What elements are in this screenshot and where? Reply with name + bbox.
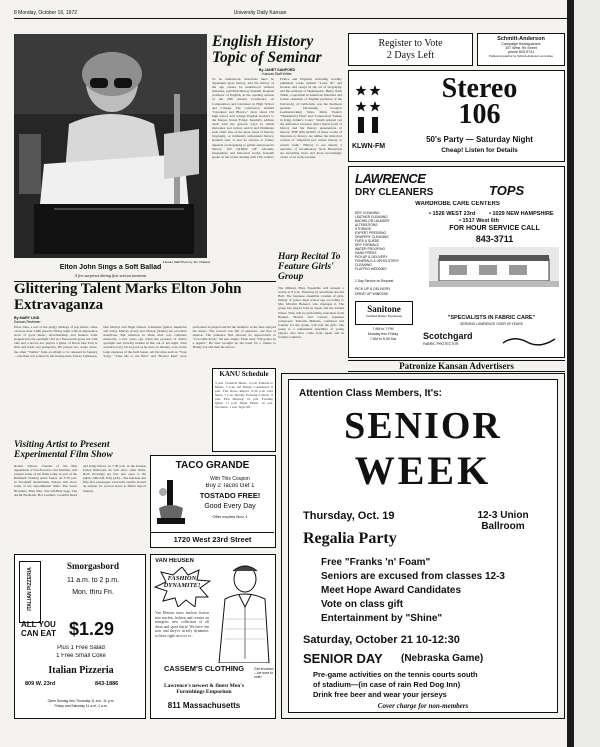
register-ad — [348, 33, 473, 66]
glitter-body: Elton John, a sort of the pudgy darlings of pop music, came on more than 3,000 persons Friday night with an impressive show of good music, showmanship, and fashion. John stepped into the spotlight clad in a fluorescent green tux with tails and a brown hat, played a guitar of Davis Dee Tom is slim and fresh and pomposity. He played two songs alone, the other "Tumbs" from an album to be released in January—and then was joined by his backup men, Davey Johnstone, Dee Murray and Nigel Olsson. Johnstone (guitar, mandolin and bass), Murray (bass) and Olsson (drums) are excellent musicians. But mention in these men was complete musically, a few years ago when the pressure of John's spotlight and virtually hidden in this out of ten night. John sounded every bit as good as he does on albums, even in the large expanses of the field house. All favorites such as "Your Song," "Take Me to the Pilot" and "Rocket Man" were performed as played and hit the audience as the fans enjoyed the music. The concert was full of surprises, one that of tension. The audience first showed its appreciation to "Crocodile Rock," his new single, Elton said, "I'm gonna be a legend." He later brought up the band for a tribute to Honky Cat and then the encore. — [14, 325, 276, 358]
kanu-box — [212, 368, 276, 452]
vanheusen-brand: VAN HEUSEN — [155, 558, 194, 564]
senior-title2: WEEK — [354, 450, 492, 492]
glitter-byline: By MARY LIND — [14, 316, 40, 320]
stereo-ad — [348, 70, 565, 162]
service-item: LEATHER CLEANING — [355, 215, 388, 219]
senior-game: (Nebraska Game) — [401, 653, 484, 664]
kanu-body: 3 p.m. Classical Music. 4 p.m. Prelude to Music. 5 p.m. All Things Considered. 6 p.m. The News Report. 6:30 p.m. Jazz Show. 7 p.m. Sunday Evening Concert. 9 p.m. First Hearing. 10 p.m. Evening Quiet. 11 p.m. Night Music. 12 a.m. Nocturne. 1 a.m. Sign Off. — [215, 380, 273, 410]
taco-l1: With This Coupon — [210, 476, 250, 482]
adjust-a-drape-logo — [499, 333, 559, 347]
lawrence-pickup: PICK UP & DELIVERY — [355, 287, 391, 291]
taco-illustration — [155, 478, 187, 528]
schmitt-sub2: 107 West 7th Street — [505, 46, 537, 50]
pizzeria-days: Mon. thru Fri. — [72, 589, 114, 596]
pizzeria-addr: 809 W. 23rd — [25, 681, 56, 687]
schmitt-sub1: Campaign Headquarters — [501, 42, 541, 46]
vanheusen-store: CASSEM'S CLOTHING — [163, 665, 245, 673]
service-item: WATER PROOFING — [355, 247, 386, 251]
service-item: CLEANING — [355, 263, 372, 267]
sanitone-logo: Sanitone — [367, 304, 401, 314]
schmitt-sub3: phone 843-9741 — [507, 50, 535, 54]
schmitt-name: Schmitt-Anderson — [497, 36, 545, 42]
pizzeria-vertical-box — [19, 561, 41, 623]
lawrence-hours2: Monday thru Friday — [367, 332, 399, 336]
service-item: DRY FORMALS — [355, 243, 379, 247]
pizzeria-name: Italian Pizzeria — [48, 665, 114, 676]
scotchgard-logo: Scotchgard — [423, 331, 473, 341]
photo-caption-title: Elton John Sings a Soft Ballad — [59, 264, 162, 271]
senior-m1: Pre-game activities on the tennis courts south — [313, 670, 478, 679]
service-item: BACHELOR LAUNDRY — [355, 219, 390, 223]
pizzeria-hours2: Friday and Saturday 11 a.m.-1 a.m. — [54, 704, 108, 708]
stereo-call: KLWN-FM — [352, 143, 386, 150]
pizzeria-smorg: Smorgasbord — [66, 561, 119, 571]
photo-caption-sub: A few surprises during first serious moments — [74, 273, 147, 278]
service-item: STORAGE — [355, 227, 372, 231]
lawrence-svc-note: 1 Day Service on Request — [355, 279, 394, 283]
senior-m3: Drink free beer and wear your jerseys — [313, 690, 447, 699]
lawrence-addr2: • 1029 NEW HAMPSHIRE — [489, 211, 554, 217]
pizzeria-price: $1.29 — [69, 619, 115, 639]
pizzeria-allyou: ALL YOU CAN EAT — [21, 621, 56, 638]
stereo-name: Stereo — [441, 75, 518, 103]
senior-party: Regalia Party — [303, 530, 397, 547]
vanheusen-side: Get involved—be sure to vote! — [254, 667, 274, 680]
vanheusen-tag: Lawrence's newest & finest Men's Furnishings Emporium — [164, 683, 244, 695]
senior-l1: Free "Franks 'n' Foam" — [321, 557, 431, 568]
lawrence-services — [355, 211, 425, 271]
senior-time1: 12-3 Union Ballroom — [477, 510, 529, 532]
patronize-banner: Patronize Kansan Advertisers — [348, 360, 565, 372]
seminar-body: To be understood, historians must be dependent upon history, and the history of the age cannot be understood without literature, said Paul Murray Kendall, Regents professor of English, in the opening session of the 20th Annual Conference on Composition and Literature in High School and College. The conference, entitled "Literature and History," drew about 150 high school and college English teachers to the Kansas Union Friday. Kendall's address dealt with the general ways in which historians and writers enrich and illuminate each other. One of the great assets of literary biography, or intimately unbounded history, Kendall said, is that its success or failure depends on biography to gather and preserve history. AN OLDER OF scholarly biographies and historical works, Kendall spoke on the works dealing with 13th century France and England, including recently published works entitled "Louis XI" and lectures and essays in the art of biography, and the writings of Shakespeare. Henry Nash Smith, a specialist in American literature and former chairman of English professor at the University of California, was the luncheon speaker. Discussing Cooper's Leatherstocking Tales, Mark Twain's "Huckleberry Finn" and "Connecticut Yankee in King Arthur's Court," Smith pointed out the difference between direct literal form of history and the literary presentation of history. THE RELATION of these works of literature to history are unlike the historical context of "empirical fact versus literary or artistic truth." History is not merely a narrative of documentary facts. Historians are becoming more and more increasingly aware of art in the present. — [212, 77, 342, 159]
lawrence-hours1: 7 AM to 7 PM — [372, 327, 394, 331]
vanheusen-fashion: FASHION DYNAMITE! — [163, 575, 201, 589]
lawrence-hours3: 7 AM to 5:30 Sat — [370, 337, 396, 341]
service-item: DRY CLEANING — [355, 211, 380, 215]
visiting-body: Robert Nelson, founder of the film department at San Francisco Art Institute, will present some of his films today as part of the Hallmark Visiting Artist Series. At 3:30 p.m. in Woodruff Auditorium, Nelson will show some of his experimental films: The Great Blondino, Bleu Shut, The Off-Beat Sage, The Awful Backlash, Hot Leathers, Grateful Dead and King David. At 7:30 p.m. in the Kansas Union Ballroom, he will show other films. Both showings are free and open to the public. MILAN, Italy (AP)—The hundred and fifty-five passengers were held captive aboard an airliner for several hours at Milan airport Sunday. — [14, 464, 146, 497]
lawrence-phone: 843-3711 — [475, 234, 514, 244]
schmitt-ad — [477, 33, 565, 66]
lawrence-specialists: "SPECIALISTS IN FABRIC CARE" — [447, 315, 536, 321]
taco-title: TACO GRANDE — [175, 460, 250, 471]
lawrence-top: LAWRENCE — [355, 171, 426, 186]
lawrence-serving: SERVING LAWRENCE OVER 49 YEARS — [460, 322, 523, 326]
senior-l4: Vote on class gift — [321, 599, 404, 610]
lawrence-addr3: • 1517 West 6th — [459, 218, 500, 224]
page-edge-inner — [574, 0, 600, 747]
service-item: PICKUP & DELIVERY — [355, 255, 388, 259]
lawrence-drive: DRIVE UP WINDOW — [355, 292, 388, 296]
lawrence-addr1: • 1526 WEST 23rd — [429, 211, 476, 217]
glitter-role: Kansan Reviewer — [14, 320, 41, 324]
senior-l5: Entertainment by "Shine" — [321, 613, 443, 624]
lawrence-tops: TOPS — [489, 183, 525, 198]
header-rule — [14, 18, 567, 19]
taco-l5: Offer expires Nov. 1 — [212, 514, 248, 519]
service-item: EXPERT PRESSING — [355, 231, 387, 235]
vanheusen-body: Van Heusen turns nuclear fission into nuclear fashion and creates an energetic new collection of all dress and sport shirts! We have 'em now and they're strictly dynamite, so blast right on over to... — [155, 611, 209, 638]
vanheusen-illustration — [211, 559, 273, 663]
header-paper-name: University Daily Kansan — [233, 10, 287, 16]
visiting-headline: Visiting Artist to Present Experimental Film Show — [14, 440, 113, 460]
stereo-freq: 106 — [458, 101, 501, 129]
taco-l4: Good Every Day — [204, 503, 256, 510]
glitter-headline: Glittering Talent Marks Elton John Extravaganza — [14, 282, 242, 313]
lawrence-service-call: FOR HOUR SERVICE CALL — [449, 225, 540, 232]
taco-l2: Buy 2 Tacos Get 1 — [205, 483, 255, 489]
header-date: 8 Monday, October 16, 1972 — [14, 10, 78, 16]
register-line2: 2 Days Left — [386, 50, 435, 61]
service-item: FURS & SUEDE — [355, 239, 380, 243]
senior-m2: of stadium—(in case of rain Red Dog Inn) — [313, 680, 461, 689]
taco-addr: 1720 West 23rd Street — [151, 532, 274, 544]
vanheusen-addr: 811 Massachusetts — [167, 701, 241, 710]
senior-day: SENIOR DAY — [303, 651, 383, 666]
service-item: FUNERALS & UPHOLSTERY — [355, 259, 399, 263]
sanitone-sub: Certified Master Drycleaner — [365, 314, 403, 318]
vanheusen-ad — [150, 554, 276, 719]
elton-photo — [14, 34, 207, 258]
schmitt-sub4: Political ad paid for by Schmitt-Anderson committee — [488, 54, 554, 58]
register-line1: Register to Vote — [378, 38, 443, 49]
service-item: DRAPERY CLEANING — [355, 235, 389, 239]
kanu-title: KANU Schedule — [219, 370, 269, 378]
pizzeria-time: 11 a.m. to 2 p.m. — [66, 577, 119, 584]
senior-l2: Seniors are excused from classes 12-3 — [321, 571, 505, 582]
stereo-stars — [355, 83, 381, 133]
seminar-headline: English History Topic of Seminar — [212, 34, 322, 66]
harp-body: The Mimura Harp Ensemble will present a recital at 8 p.m. Thursday in Swarthout Recital Hall. The Japanese ensemble consists of girls, mainly of junior high school age according to Mrs. Marilyn Bennett, who manages it. The group has played both in Japan and the United States. They will be performing selections from Handel, Mozart and various Japanese composers. Tsutomu Mimura, conductor and founder for the group, will join the girls. The group is a remarkable ensemble of young players who have come from Japan and in foreign countries. — [278, 286, 344, 340]
pizzeria-plus1: Plus 1 Free Salad — [57, 645, 105, 651]
lawrence-sub: WARDROBE CARE CENTERS — [415, 201, 500, 207]
scotchgard-sub: FABRIC PROTECTOR — [423, 342, 459, 346]
pizzeria-phone: 843-1886 — [95, 681, 119, 687]
senior-attn: Attention Class Members, It's: — [299, 388, 442, 399]
service-item: HAND PRESS — [355, 251, 377, 255]
lawrence-ad — [348, 166, 565, 358]
taco-l3: TOSTADO FREE! — [199, 491, 261, 500]
seminar-role: Kansan Staff Writer — [262, 72, 292, 76]
senior-l3: Meet Hope Award Candidates — [321, 585, 462, 596]
service-item: ALTERATIONS — [355, 223, 378, 227]
stereo-sub: Cheap! Listen for Details — [441, 147, 518, 154]
service-item: FLUFFED WEDDING — [355, 267, 387, 271]
seminar-byline: By JANET SANFORD — [258, 68, 296, 72]
pizzeria-vertical-label: ITALIAN PIZZERIA — [27, 567, 33, 611]
stereo-tagline: 50's Party — Saturday Night — [426, 135, 533, 144]
pizzeria-ad — [14, 554, 146, 719]
taco-ad — [150, 455, 276, 548]
lawrence-building — [429, 247, 559, 287]
lawrence-mid: DRY CLEANERS — [355, 187, 434, 198]
senior-week-ad — [288, 379, 558, 713]
senior-date2: Saturday, October 21 10-12:30 — [303, 634, 460, 646]
senior-date1: Thursday, Oct. 19 — [303, 510, 395, 522]
pizzeria-hours1: Open Sunday thru Thursday 11 a.m.-11 p.m. — [47, 699, 115, 703]
senior-title1: SENIOR — [344, 406, 502, 446]
sanitone-box — [355, 301, 413, 325]
senior-charge: Cover charge for non-members — [377, 702, 469, 710]
pizzeria-plus2: 1 Free Small Coke — [56, 653, 106, 659]
harp-headline: Harp Recital To Feature Girls' Group — [278, 252, 341, 282]
photo-credit: Kansan Staff Photo by Jim Chaland — [162, 260, 210, 264]
